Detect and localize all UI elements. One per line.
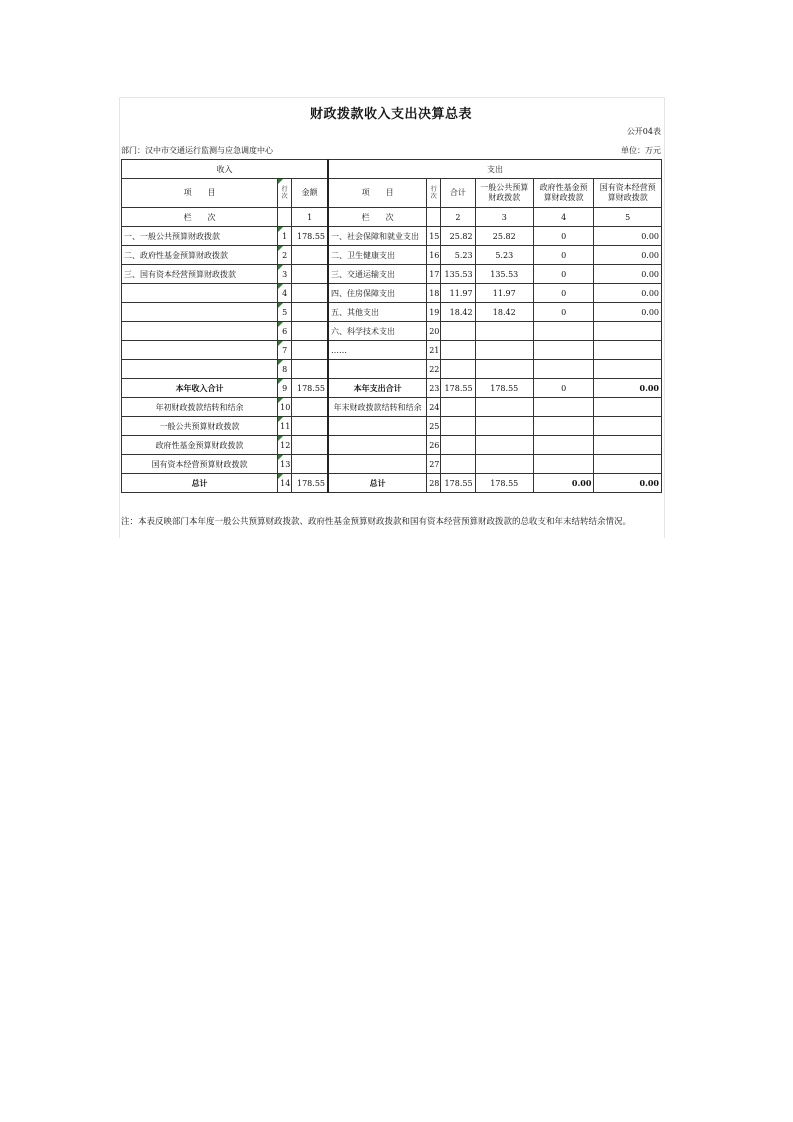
carry-row xyxy=(122,398,662,417)
row-number: 14 xyxy=(278,474,292,493)
expense-general xyxy=(475,341,533,360)
expense-item: 三、交通运输支出 xyxy=(328,265,427,284)
carry-expense-total xyxy=(441,398,475,417)
table-row xyxy=(122,303,662,322)
row-number: 12 xyxy=(278,436,292,455)
grand-total-row xyxy=(122,474,662,493)
carry-expense-capital xyxy=(594,455,662,474)
footnote: 注：本表反映部门本年度一般公共预算财政拨款、政府性基金预算财政拨款和国有资本经营预算财政拨款的总收支和年末结转结余情况。 xyxy=(121,517,632,527)
form-code: 公开04表 xyxy=(626,127,661,136)
expense-item: …… xyxy=(328,341,427,360)
expense-capital: 0.00 xyxy=(594,246,662,265)
row-number: 15 xyxy=(427,227,441,246)
row-number: 5 xyxy=(278,303,292,322)
year-expense-capital: 0.00 xyxy=(594,379,662,398)
expense-total: 25.82 xyxy=(441,227,475,246)
year-expense-general: 178.55 xyxy=(475,379,533,398)
expense-capital xyxy=(594,360,662,379)
carry-row xyxy=(122,436,662,455)
expense-item xyxy=(328,360,427,379)
expense-item: 一、社会保障和就业支出 xyxy=(328,227,427,246)
carry-expense-item xyxy=(328,436,427,455)
expense-fund: 0 xyxy=(533,265,593,284)
expense-general: 5.23 xyxy=(475,246,533,265)
row-number: 23 xyxy=(427,379,441,398)
income-amount: 178.55 xyxy=(292,227,328,246)
expense-total xyxy=(441,360,475,379)
table-row xyxy=(122,322,662,341)
expense-total xyxy=(441,341,475,360)
expense-item-header: 项 目 xyxy=(328,179,427,208)
table-row xyxy=(122,284,662,303)
carry-income-item: 国有资本经营预算财政拨款 xyxy=(122,455,278,474)
row-number: 2 xyxy=(278,246,292,265)
expense-capital: 0.00 xyxy=(594,284,662,303)
empty-cell xyxy=(278,208,292,227)
income-item xyxy=(122,303,278,322)
expense-item: 二、卫生健康支出 xyxy=(328,246,427,265)
year-income-total-amount: 178.55 xyxy=(292,379,328,398)
carry-expense-fund xyxy=(533,436,593,455)
row-number: 18 xyxy=(427,284,441,303)
income-item xyxy=(122,360,278,379)
income-amount xyxy=(292,303,328,322)
row-number: 22 xyxy=(427,360,441,379)
expense-general xyxy=(475,360,533,379)
expense-fund: 0 xyxy=(533,246,593,265)
carry-expense-general xyxy=(475,455,533,474)
expense-general: 11.97 xyxy=(475,284,533,303)
row-number: 17 xyxy=(427,265,441,284)
carry-expense-item xyxy=(328,417,427,436)
expense-fund: 0 xyxy=(533,227,593,246)
gov-fund-header: 政府性基金预算财政拨款 xyxy=(533,179,593,208)
carry-income-item: 年初财政拨款结转和结余 xyxy=(122,398,278,417)
carry-expense-item: 年末财政拨款结转和结余 xyxy=(328,398,427,417)
carry-income-item: 政府性基金预算财政拨款 xyxy=(122,436,278,455)
income-item xyxy=(122,284,278,303)
income-item: 一、一般公共预算财政拨款 xyxy=(122,227,278,246)
carry-expense-total xyxy=(441,436,475,455)
carry-income-amount xyxy=(292,455,328,474)
carry-expense-item xyxy=(328,455,427,474)
carry-row xyxy=(122,417,662,436)
income-column-label: 栏 次 xyxy=(122,208,278,227)
carry-expense-fund xyxy=(533,417,593,436)
row-number: 24 xyxy=(427,398,441,417)
expense-capital: 0.00 xyxy=(594,265,662,284)
income-amount xyxy=(292,246,328,265)
row-number: 11 xyxy=(278,417,292,436)
expense-general: 25.82 xyxy=(475,227,533,246)
table-row xyxy=(122,246,662,265)
carry-expense-total xyxy=(441,417,475,436)
year-expense-total-label: 本年支出合计 xyxy=(328,379,427,398)
income-amount xyxy=(292,265,328,284)
column-index-row xyxy=(122,208,662,227)
row-number: 13 xyxy=(278,455,292,474)
expense-capital xyxy=(594,322,662,341)
col-4: 4 xyxy=(533,208,593,227)
income-amount xyxy=(292,341,328,360)
expense-item: 四、住房保障支出 xyxy=(328,284,427,303)
carry-income-amount xyxy=(292,398,328,417)
expense-total: 11.97 xyxy=(441,284,475,303)
row-number: 4 xyxy=(278,284,292,303)
carry-row xyxy=(122,455,662,474)
expense-fund: 0 xyxy=(533,303,593,322)
carry-expense-fund xyxy=(533,455,593,474)
expense-general: 18.42 xyxy=(475,303,533,322)
col-2: 2 xyxy=(441,208,475,227)
income-amount xyxy=(292,284,328,303)
income-item-header: 项 目 xyxy=(122,179,278,208)
row-number: 1 xyxy=(278,227,292,246)
year-income-total-label: 本年收入合计 xyxy=(122,379,278,398)
unit-label: 单位：万元 xyxy=(621,146,661,155)
row-number: 25 xyxy=(427,417,441,436)
row-number: 28 xyxy=(427,474,441,493)
row-number: 6 xyxy=(278,322,292,341)
expense-item: 五、其他支出 xyxy=(328,303,427,322)
expense-header: 支出 xyxy=(328,160,662,179)
income-item xyxy=(122,322,278,341)
expense-capital xyxy=(594,341,662,360)
table-row xyxy=(122,265,662,284)
row-number: 3 xyxy=(278,265,292,284)
header-row-1 xyxy=(122,160,662,179)
grand-income-total-label: 总计 xyxy=(122,474,278,493)
row-number: 7 xyxy=(278,341,292,360)
grand-expense-fund: 0.00 xyxy=(533,474,593,493)
income-item xyxy=(122,341,278,360)
carry-expense-general xyxy=(475,436,533,455)
state-capital-header: 国有资本经营预算财政拨款 xyxy=(594,179,662,208)
year-expense-total: 178.55 xyxy=(441,379,475,398)
expense-column-label: 栏 次 xyxy=(328,208,427,227)
carry-expense-capital xyxy=(594,398,662,417)
expense-total: 5.23 xyxy=(441,246,475,265)
expense-row-no-header: 行次 xyxy=(427,179,441,208)
carry-income-amount xyxy=(292,436,328,455)
general-budget-header: 一般公共预算财政拨款 xyxy=(475,179,533,208)
carry-income-amount xyxy=(292,417,328,436)
carry-expense-total xyxy=(441,455,475,474)
grand-income-total-amount: 178.55 xyxy=(292,474,328,493)
income-amount-header: 金额 xyxy=(292,179,328,208)
department-label: 部门：汉中市交通运行监测与应急调度中心 xyxy=(121,146,273,155)
expense-capital: 0.00 xyxy=(594,227,662,246)
report-title: 财政拨款收入支出决算总表 xyxy=(309,107,472,122)
expense-capital: 0.00 xyxy=(594,303,662,322)
row-number: 27 xyxy=(427,455,441,474)
expense-fund xyxy=(533,322,593,341)
row-number: 16 xyxy=(427,246,441,265)
carry-income-item: 一般公共预算财政拨款 xyxy=(122,417,278,436)
income-item: 二、政府性基金预算财政拨款 xyxy=(122,246,278,265)
income-item: 三、国有资本经营预算财政拨款 xyxy=(122,265,278,284)
expense-fund xyxy=(533,360,593,379)
finance-table xyxy=(121,159,662,493)
year-total-row xyxy=(122,379,662,398)
carry-expense-fund xyxy=(533,398,593,417)
header-row-2 xyxy=(122,179,662,208)
table-row xyxy=(122,360,662,379)
carry-expense-capital xyxy=(594,417,662,436)
income-header: 收入 xyxy=(122,160,329,179)
grand-expense-capital: 0.00 xyxy=(594,474,662,493)
row-number: 9 xyxy=(278,379,292,398)
carry-expense-capital xyxy=(594,436,662,455)
expense-total: 135.53 xyxy=(441,265,475,284)
expense-total xyxy=(441,322,475,341)
row-number: 8 xyxy=(278,360,292,379)
row-number: 20 xyxy=(427,322,441,341)
row-number: 19 xyxy=(427,303,441,322)
grand-expense-general: 178.55 xyxy=(475,474,533,493)
table-row xyxy=(122,227,662,246)
year-expense-fund: 0 xyxy=(533,379,593,398)
expense-fund xyxy=(533,341,593,360)
expense-general: 135.53 xyxy=(475,265,533,284)
income-amount xyxy=(292,322,328,341)
row-number: 10 xyxy=(278,398,292,417)
carry-expense-general xyxy=(475,398,533,417)
expense-total-header: 合计 xyxy=(441,179,475,208)
expense-item: 六、科学技术支出 xyxy=(328,322,427,341)
expense-general xyxy=(475,322,533,341)
carry-expense-general xyxy=(475,417,533,436)
expense-fund: 0 xyxy=(533,284,593,303)
row-number: 21 xyxy=(427,341,441,360)
col-1: 1 xyxy=(292,208,328,227)
empty-cell xyxy=(427,208,441,227)
col-3: 3 xyxy=(475,208,533,227)
expense-total: 18.42 xyxy=(441,303,475,322)
col-5: 5 xyxy=(594,208,662,227)
table-row xyxy=(122,341,662,360)
row-number: 26 xyxy=(427,436,441,455)
income-row-no-header: 行次 xyxy=(278,179,292,208)
income-amount xyxy=(292,360,328,379)
grand-expense-total-label: 总计 xyxy=(328,474,427,493)
grand-expense-total: 178.55 xyxy=(441,474,475,493)
